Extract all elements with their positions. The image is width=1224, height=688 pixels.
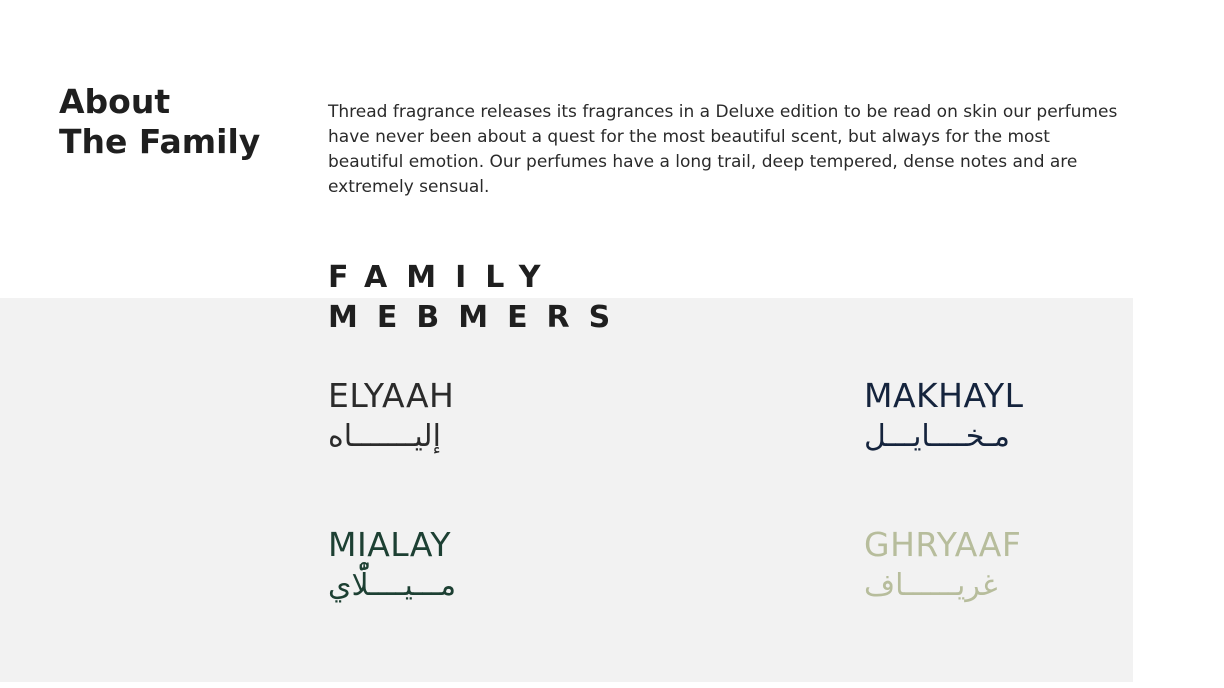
member-makhayl [864, 377, 1024, 457]
member-latin-name: MIALAY [328, 525, 452, 564]
member-mialay [328, 526, 456, 606]
member-arabic-name: مـخــــايـــل [864, 419, 1010, 454]
members-background-panel [0, 298, 1133, 682]
member-arabic-name: غريــــــاف [864, 568, 998, 603]
member-ghryaaf [864, 526, 1021, 606]
member-latin-name: GHRYAAF [864, 525, 1022, 564]
member-elyaah [328, 377, 454, 457]
family-members-heading-line2: MEBMERS [328, 300, 630, 335]
about-title-line1: About [59, 82, 171, 121]
member-arabic-name: مـــيــــلّْاي [328, 568, 457, 603]
member-latin-name: MAKHAYL [864, 376, 1024, 415]
about-title-line2: The Family [59, 122, 261, 161]
member-latin-name: ELYAAH [328, 376, 455, 415]
member-arabic-name: إليـــــــاه [328, 419, 441, 454]
about-title [59, 82, 260, 162]
family-members-heading [328, 258, 629, 338]
about-description: Thread fragrance releases its fragrances in a Deluxe edition to be read on skin our perfumes have never been about a quest for the most beautiful scent, but always for the most beautiful emotion. Our perfumes have a long trail, deep tempered, dense notes and are extremely sensual. [328, 102, 1118, 197]
family-members-heading-line1: FAMILY [328, 260, 560, 295]
